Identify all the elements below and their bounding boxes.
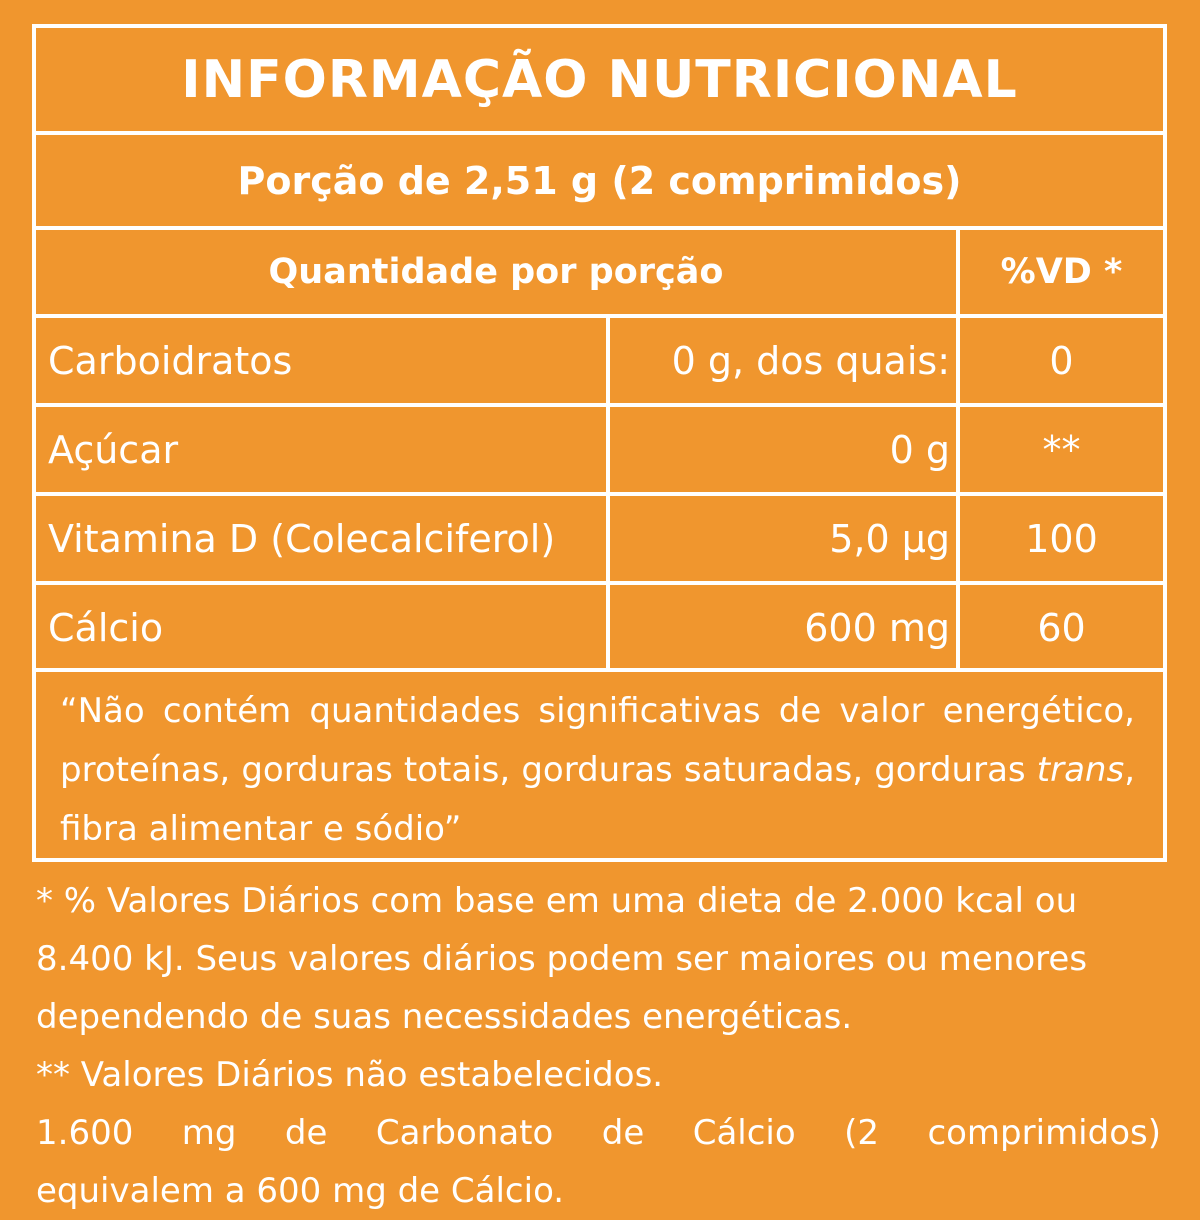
nutrition-facts-table [32,24,1167,862]
not-established-footnote: ** Valores Diários não estabelecidos. [36,1055,664,1095]
nutrient-row-calcium [36,585,1163,670]
daily-value-header: %VD * [1000,252,1123,292]
nutrient-row-vitamin-d [36,496,1163,581]
nutrient-amount: 0 g, dos quais: [671,338,950,383]
nutrient-name: Vitamina D (Colecalciferol) [48,516,556,561]
daily-value-footnote: * % Valores Diários com base em uma dieta de 2.000 kcal ou 8.400 kJ. Seus valores diários podem ser maiores ou menores dependendo de suas necessidades energéticas. [36,881,1088,1037]
nutrient-row-carbohydrates [36,318,1163,403]
footnotes [36,872,1161,1220]
nutrient-name: Açúcar [48,427,179,472]
disclaimer-text-end: , fibra alimentar e sódio” [60,750,1135,849]
nutrient-amount: 0 g [889,427,950,472]
nutrient-daily-value: 60 [1037,605,1086,650]
nutrient-amount: 600 mg [804,605,950,650]
column-divider [606,318,610,668]
calcium-carbonate-footnote: 1.600 mg de Carbonato de Cálcio (2 comprimidos) [36,1113,1161,1153]
serving-size: Porção de 2,51 g (2 comprimidos) [237,158,962,203]
nutrient-daily-value: ** [1042,427,1081,472]
nutrient-amount: 5,0 µg [829,516,950,561]
not-significant-disclaimer [36,672,1163,862]
nutrient-row-sugar [36,407,1163,492]
nutrient-name: Cálcio [48,605,164,650]
nutrient-daily-value: 100 [1025,516,1098,561]
calcium-equivalence-footnote: equivalem a 600 mg de Cálcio. [36,1171,565,1211]
table-header-row [36,230,1163,314]
nutrient-name: Carboidratos [48,338,293,383]
quantity-per-serving-header: Quantidade por porção [268,252,724,292]
table-title: INFORMAÇÃO NUTRICIONAL [181,49,1018,110]
disclaimer-trans: trans [1036,750,1125,790]
nutrient-daily-value: 0 [1049,338,1074,383]
disclaimer-text: “Não contém quantidades significativas de valor energético, proteínas, gorduras totais, gorduras saturadas, gorduras [60,691,1135,790]
column-divider [956,230,960,668]
